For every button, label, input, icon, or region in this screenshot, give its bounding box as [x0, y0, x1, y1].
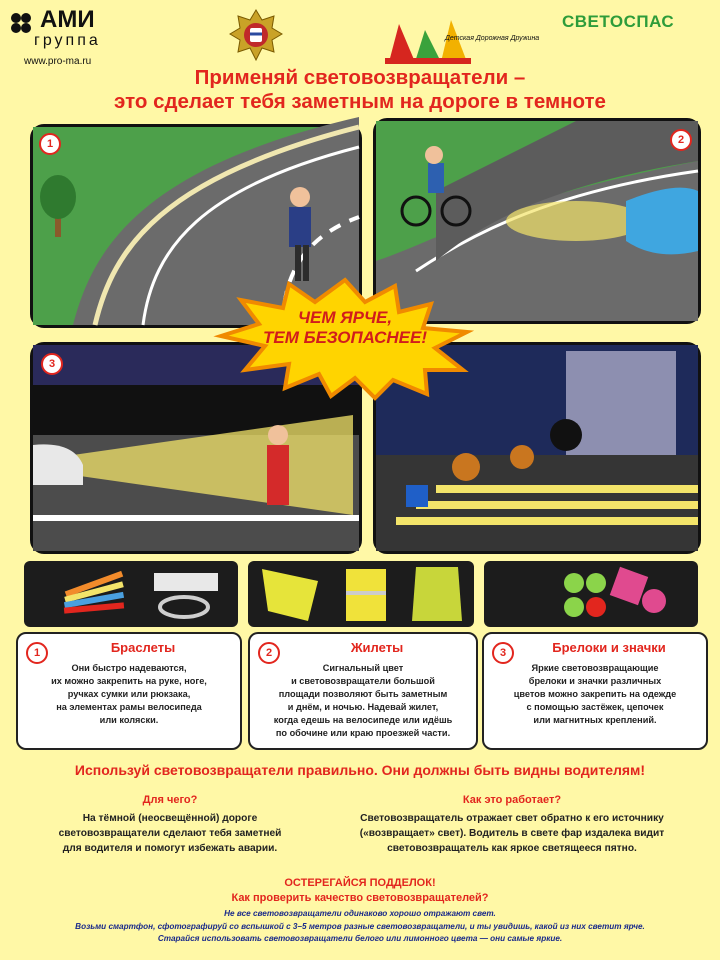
- usage-slogan: Используй световозвращатели правильно. Они должны быть видны водителям!: [74, 762, 646, 778]
- burst-slogan: [215, 308, 475, 348]
- warning-subtitle: Как проверить качество световозвращателей?: [231, 892, 489, 904]
- burst-line-2: ТЕМ БЕЗОПАСНЕЕ!: [262, 328, 428, 347]
- card-badges: [482, 632, 708, 750]
- card-vests: [248, 632, 478, 750]
- card-number: 3: [492, 642, 514, 664]
- badges-photo: [484, 561, 698, 627]
- panel-number: 2: [670, 129, 692, 151]
- badge-icon: [564, 573, 584, 593]
- ddd-logo: [385, 10, 540, 68]
- burst-line-1: ЧЕМ ЯРЧЕ,: [297, 308, 393, 327]
- ami-logo: [8, 6, 128, 68]
- vest-icon: [262, 569, 318, 621]
- bracelet-icon: [64, 571, 124, 614]
- vests-photo: [248, 561, 474, 627]
- ami-url: www.pro-ma.ru: [24, 56, 92, 67]
- how-title: Как это работает?: [462, 794, 562, 806]
- card-title: Жилеты: [350, 640, 404, 655]
- how-section: [326, 794, 698, 856]
- bracelets-photo: [24, 561, 238, 627]
- card-body: Сигнальный цвет и световозвращатели большой площади позволяют быть заметным и днём, и ночью. Надевай жилет, когда едешь на велосипеде или идёшь по обочине или краю проезжей части.: [273, 663, 453, 738]
- warning-title: ОСТЕРЕГАЙСЯ ПОДДЕЛОК!: [284, 877, 436, 889]
- card-number: 2: [258, 642, 280, 664]
- page-title: [0, 66, 720, 114]
- why-section: [40, 794, 300, 856]
- svetospas-logo: СВЕТОСПАС: [562, 12, 675, 31]
- title-line-1: Применяй световозвращатели –: [194, 66, 526, 89]
- panel-number: 3: [41, 353, 63, 375]
- card-bracelets: [16, 632, 242, 750]
- card-body: Яркие световозвращающие брелоки и значки различных цветов можно закрепить на одежде с помощью застёжек, цепочек или магнитных креплений.: [513, 663, 677, 725]
- card-title: Браслеты: [110, 640, 176, 655]
- ddd-logo-text: Детская Дорожная Дружина: [445, 35, 540, 42]
- card-number: 1: [26, 642, 48, 664]
- why-body: На тёмной (неосвещённой) дороге световозвращатели сделают тебя заметней для водителя и помогут избежать аварии.: [58, 813, 282, 854]
- panel-number: 1: [39, 133, 61, 155]
- card-body: Они быстро надеваются, их можно закрепить на руке, ноге, ручках сумки или рюкзака, на элементах рамы велосипеда или коляски.: [51, 663, 207, 725]
- ami-dots-icon: [8, 10, 34, 36]
- why-title: Для чего?: [142, 794, 198, 806]
- ami-sub: группа: [34, 32, 101, 49]
- traffic-police-emblem-icon: [228, 8, 284, 66]
- ami-brand: АМИ: [40, 6, 95, 33]
- title-line-2: это сделает тебя заметным на дороге в темноте: [114, 90, 606, 113]
- warning-lines: Не все световозвращатели одинаково хорошо отражают свет. Возьми смартфон, сфотографируй со вспышкой с 3–5 метров разные световозвращатели, и ты увидишь, какой из них светит ярче. Старайся использовать световозвращатели белого или лимонного цвета — они самые яркие.: [75, 909, 645, 944]
- how-body: Световозвращатель отражает свет обратно к его источнику («возвращает» свет). Водитель в свете фар издалека видит световозвращатель как яркое светящееся пятно.: [359, 813, 665, 854]
- card-title: Брелоки и значки: [552, 640, 666, 655]
